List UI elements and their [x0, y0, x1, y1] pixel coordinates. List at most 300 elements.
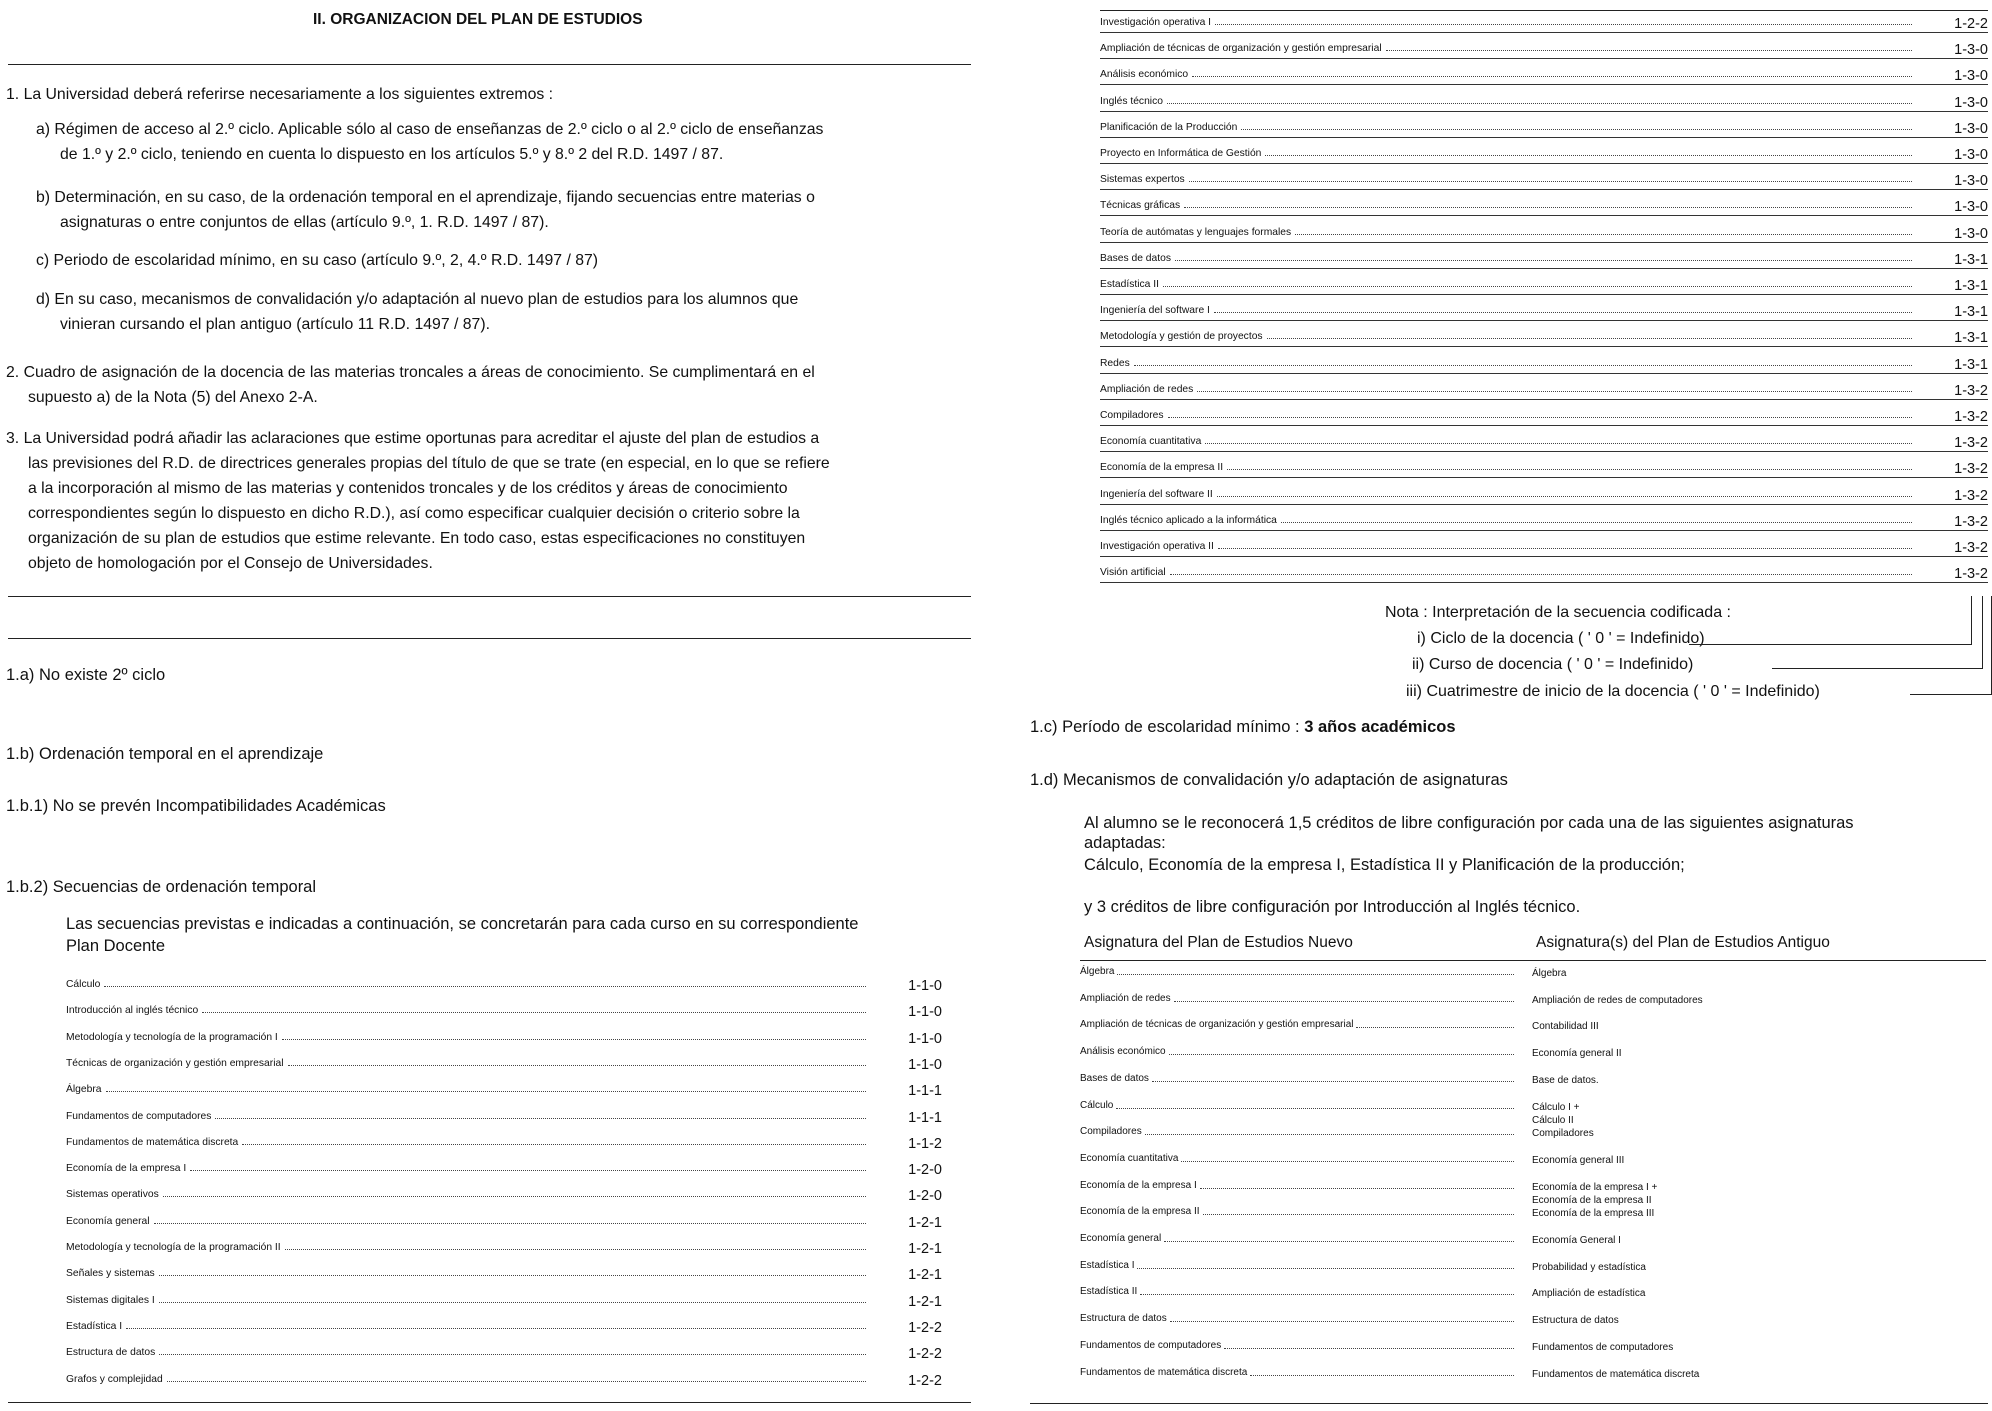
sequence-code: 1-1-0 — [908, 1030, 942, 1047]
dot-leader — [1181, 1160, 1514, 1162]
sequence-row — [66, 1029, 872, 1043]
subject-name: Fundamentos de computadores — [66, 1110, 212, 1122]
divider — [1100, 10, 1988, 11]
row-rule — [1100, 556, 1988, 557]
item-2-line1: 2. Cuadro de asignación de la docencia de las materias troncales a áreas de conocimiento. Se cumplimentará en el — [6, 364, 815, 381]
sequence-row — [66, 1002, 872, 1016]
item-1: 1. La Universidad deberá referirse necesariamente a los siguientes extremos : — [6, 86, 554, 103]
sequence-row — [66, 1239, 872, 1253]
sequence-code: 1-1-2 — [908, 1135, 942, 1152]
sequence-code: 1-3-0 — [1954, 199, 1988, 216]
nota-i: i) Ciclo de la docencia ( ' 0 ' = Indefinido) — [1417, 630, 1705, 647]
dot-leader — [1265, 154, 1912, 156]
sequence-row — [66, 1292, 872, 1306]
table-cell-new-subject — [1080, 1019, 1520, 1030]
new-subject-name: Ampliación de redes — [1080, 992, 1171, 1004]
sequence-code: 1-2-2 — [908, 1372, 942, 1389]
dot-leader — [285, 1248, 866, 1250]
subject-name: Economía general — [66, 1215, 150, 1227]
sequence-code: 1-2-2 — [908, 1319, 942, 1336]
item-1c: c) Periodo de escolaridad mínimo, en su caso (artículo 9.º, 2, 4.º R.D. 1497 / 87) — [36, 252, 599, 269]
subject-name: Compiladores — [1100, 410, 1164, 421]
sequence-code: 1-3-2 — [1954, 461, 1988, 478]
old-subject-name: Contabilidad III — [1532, 1021, 1599, 1033]
sequence-row — [1100, 355, 1918, 369]
item-1d-line2: vinieran cursando el plan antiguo (artículo 11 R.D. 1497 / 87). — [60, 316, 490, 333]
old-subject-name: Cálculo II — [1532, 1114, 1574, 1126]
section-1b2: 1.b.2) Secuencias de ordenación temporal — [6, 878, 317, 896]
item-1b-line1: b) Determinación, en su caso, de la ordenación temporal en el aprendizaje, fijando secuencias entre materias o — [36, 189, 815, 206]
subject-name: Economía cuantitativa — [1100, 436, 1202, 448]
new-subject-name: Análisis económico — [1080, 1046, 1166, 1058]
subject-name: Estadística II — [1100, 279, 1159, 290]
dot-leader — [1386, 49, 1912, 51]
sequence-row — [1100, 40, 1918, 54]
subject-name: Investigación operativa II — [1100, 541, 1214, 552]
section-1b2-text-line2: Plan Docente — [66, 937, 166, 955]
subject-name: Ampliación de redes — [1100, 383, 1194, 395]
dot-leader — [1267, 337, 1912, 339]
section-1d-text-line4: y 3 créditos de libre configuración por Introducción al Inglés técnico. — [1084, 898, 1581, 916]
subject-name: Inglés técnico — [1100, 95, 1163, 107]
dot-leader — [1197, 390, 1912, 392]
subject-name: Álgebra — [66, 1084, 102, 1096]
sequence-row — [66, 1081, 872, 1095]
dot-leader — [1250, 1374, 1514, 1376]
dot-leader — [282, 1038, 866, 1040]
old-subject-name: Estructura de datos — [1532, 1315, 1619, 1327]
subject-name: Ingeniería del software I — [1100, 305, 1210, 317]
new-subject-name: Economía cuantitativa — [1080, 1152, 1179, 1164]
subject-name: Estadística I — [66, 1320, 123, 1332]
dot-leader — [1174, 1000, 1514, 1002]
divider — [1030, 1403, 1988, 1404]
sequence-list-left — [66, 976, 942, 1396]
divider — [8, 64, 971, 65]
dot-leader — [1218, 547, 1912, 549]
dot-leader — [1192, 75, 1912, 77]
subject-name: Técnicas de organización y gestión empresarial — [66, 1057, 284, 1069]
row-rule — [1100, 451, 1988, 452]
old-subject-name: Álgebra — [1532, 968, 1567, 979]
sequence-row — [66, 1213, 872, 1227]
row-rule — [1100, 32, 1988, 33]
divider — [8, 638, 971, 639]
old-subject-name: Economía de la empresa I + — [1532, 1181, 1658, 1193]
subject-name: Economía de la empresa II — [1100, 462, 1224, 474]
new-subject-name: Estadística I — [1080, 1259, 1135, 1271]
dot-leader — [1184, 206, 1912, 208]
table-cell-old-subject — [1532, 1101, 1580, 1127]
sequence-code: 1-2-2 — [908, 1346, 942, 1363]
row-rule — [1100, 242, 1988, 243]
table-cell-old-subject — [1532, 1234, 1621, 1247]
subject-name: Redes — [1100, 357, 1130, 369]
new-subject-name: Cálculo — [1080, 1099, 1114, 1111]
sequence-row — [66, 1371, 872, 1385]
dot-leader — [154, 1222, 866, 1224]
sequence-code: 1-2-1 — [908, 1293, 942, 1310]
sequence-row — [1100, 407, 1918, 421]
sequence-row — [1100, 381, 1918, 395]
dot-leader — [1164, 1240, 1514, 1242]
dot-leader — [1200, 1187, 1514, 1189]
section-1d: 1.d) Mecanismos de convalidación y/o adaptación de asignaturas — [1030, 771, 1508, 789]
section-1d-text-line1: Al alumno se le reconocerá 1,5 créditos de libre configuración por cada una de las siguientes asignaturas — [1084, 814, 1854, 832]
sequence-code: 1-3-2 — [1954, 487, 1988, 504]
row-rule — [1100, 189, 1988, 190]
subject-name: Bases de datos — [1100, 252, 1171, 264]
table-cell-old-subject — [1532, 1287, 1645, 1300]
subject-name: Economía de la empresa I — [66, 1163, 187, 1175]
row-rule — [1100, 530, 1988, 531]
row-rule — [1100, 137, 1988, 138]
subject-name: Teoría de autómatas y lenguajes formales — [1100, 226, 1292, 238]
table-cell-new-subject — [1080, 966, 1520, 977]
dot-leader — [1175, 259, 1912, 261]
new-subject-name: Economía general — [1080, 1233, 1162, 1244]
sequence-code: 1-3-0 — [1954, 42, 1988, 59]
sequence-row — [66, 1265, 872, 1279]
sequence-code: 1-1-1 — [908, 1083, 942, 1100]
table-cell-old-subject — [1532, 1181, 1657, 1207]
dot-leader — [1137, 1267, 1514, 1269]
divider — [8, 1402, 971, 1403]
subject-name: Estructura de datos — [66, 1347, 156, 1359]
nota-bracket-iii — [1910, 596, 1992, 695]
dot-leader — [202, 1011, 866, 1013]
item-3-line1: 3. La Universidad podrá añadir las aclaraciones que estime oportunas para acreditar el ajuste del plan de estudios a — [6, 430, 820, 447]
table-cell-new-subject — [1080, 1340, 1520, 1351]
dot-leader — [1169, 1053, 1514, 1055]
table-cell-old-subject — [1532, 1154, 1624, 1167]
table-cell-old-subject — [1532, 1074, 1599, 1087]
subject-name: Planificación de la Producción — [1100, 121, 1238, 133]
item-1a-line2: de 1.º y 2.º ciclo, teniendo en cuenta lo dispuesto en los artículos 5.º y 8.º 2 del R.D. 1497 / 87. — [60, 146, 724, 163]
subject-name: Ampliación de técnicas de organización y gestión empresarial — [1100, 43, 1382, 55]
sequence-code: 1-2-2 — [1954, 16, 1988, 32]
row-rule — [1100, 58, 1988, 59]
dot-leader — [167, 1380, 866, 1382]
dot-leader — [1116, 1107, 1514, 1109]
dot-leader — [1152, 1080, 1514, 1082]
divider — [8, 596, 971, 597]
sequence-code: 1-2-1 — [908, 1267, 942, 1284]
item-3-line3: a la incorporación al mismo de las materias y contenidos troncales y de los créditos y áreas de conocimiento — [28, 480, 788, 497]
item-1b-line2: asignaturas o entre conjuntos de ellas (artículo 9.º, 1. R.D. 1497 / 87). — [60, 214, 549, 231]
table-cell-old-subject — [1532, 967, 1566, 980]
table-cell-new-subject — [1080, 993, 1520, 1004]
new-subject-name: Fundamentos de computadores — [1080, 1339, 1222, 1351]
dot-leader — [106, 1090, 867, 1092]
new-subject-name: Economía de la empresa I — [1080, 1179, 1197, 1191]
table-header-rule — [1080, 960, 1986, 961]
dot-leader — [1140, 1293, 1514, 1295]
new-subject-name: Compiladores — [1080, 1126, 1142, 1138]
sequence-code: 1-3-0 — [1954, 225, 1988, 242]
dot-leader — [1215, 23, 1912, 25]
sequence-row — [1100, 145, 1918, 159]
sequence-code: 1-1-0 — [908, 978, 942, 994]
row-rule — [1100, 399, 1988, 400]
dot-leader — [1241, 128, 1912, 130]
sequence-row — [1100, 486, 1918, 500]
sequence-code: 1-3-1 — [1954, 304, 1988, 321]
dot-leader — [1203, 1213, 1514, 1215]
old-subject-name: Economía General I — [1532, 1235, 1621, 1246]
table-cell-new-subject — [1080, 1073, 1520, 1084]
row-rule — [1100, 373, 1988, 374]
dot-leader — [1214, 311, 1912, 313]
subject-name: Metodología y tecnología de la programación II — [66, 1242, 281, 1253]
old-subject-name: Base de datos. — [1532, 1074, 1599, 1086]
sequence-row — [1100, 302, 1918, 316]
sequence-row — [66, 1344, 872, 1358]
table-cell-new-subject — [1080, 1100, 1520, 1111]
table-header-new: Asignatura del Plan de Estudios Nuevo — [1084, 934, 1353, 951]
table-cell-new-subject — [1080, 1046, 1520, 1057]
dot-leader — [1205, 442, 1912, 444]
sequence-row — [1100, 197, 1918, 211]
sequence-code: 1-1-0 — [908, 1004, 942, 1021]
table-cell-new-subject — [1080, 1180, 1520, 1191]
item-3-line2: las previsiones del R.D. de directrices generales propias del título de que se trate (en especial, en lo que se refiere — [28, 455, 830, 472]
sequence-row — [66, 1108, 872, 1122]
sequence-row — [1100, 459, 1918, 473]
subject-name: Metodología y tecnología de la programación I — [66, 1031, 278, 1043]
sequence-row — [1100, 224, 1918, 238]
sequence-code: 1-2-1 — [908, 1241, 942, 1257]
dot-leader — [1163, 285, 1912, 287]
sequence-code: 1-3-1 — [1954, 356, 1988, 373]
sequence-code: 1-3-2 — [1954, 566, 1988, 583]
dot-leader — [104, 985, 866, 987]
sequence-row — [1100, 93, 1918, 107]
sequence-row — [1100, 66, 1918, 80]
sequence-code: 1-2-1 — [908, 1214, 942, 1231]
row-rule — [1100, 320, 1988, 321]
new-subject-name: Estadística II — [1080, 1286, 1138, 1298]
subject-name: Fundamentos de matemática discreta — [66, 1136, 239, 1148]
table-cell-new-subject — [1080, 1233, 1520, 1244]
sequence-code: 1-1-0 — [908, 1056, 942, 1073]
table-cell-old-subject — [1532, 1207, 1654, 1220]
old-subject-name: Economía de la empresa III — [1532, 1208, 1655, 1220]
new-subject-name: Álgebra — [1080, 966, 1115, 977]
item-1d-line1: d) En su caso, mecanismos de convalidación y/o adaptación al nuevo plan de estudios para los alumnos que — [36, 291, 799, 308]
sequence-row — [66, 1134, 872, 1148]
old-subject-name: Economía general II — [1532, 1048, 1622, 1060]
table-header-old: Asignatura(s) del Plan de Estudios Antiguo — [1536, 934, 1830, 951]
item-3-line4: correspondientes según lo dispuesto en dicho R.D.), así como especificar cualquier decisión o criterio sobre la — [28, 505, 800, 522]
dot-leader — [1281, 521, 1912, 523]
section-1c — [1030, 718, 1456, 737]
subject-name: Proyecto en Informática de Gestión — [1100, 148, 1262, 159]
sequence-row — [1100, 14, 1918, 28]
row-rule — [1100, 163, 1988, 164]
dot-leader — [1189, 180, 1912, 182]
table-cell-old-subject — [1532, 1261, 1646, 1274]
subject-name: Visión artificial — [1100, 567, 1166, 579]
sequence-code: 1-3-2 — [1954, 382, 1988, 399]
table-cell-old-subject — [1532, 994, 1703, 1007]
sequence-row — [1100, 433, 1918, 447]
subject-name: Sistemas expertos — [1100, 174, 1185, 186]
section-1d-text-line2: adaptadas: — [1084, 834, 1166, 852]
dot-leader — [126, 1327, 866, 1329]
table-cell-new-subject — [1080, 1206, 1520, 1217]
item-2-line2: supuesto a) de la Nota (5) del Anexo 2-A. — [28, 389, 318, 406]
dot-leader — [1170, 1320, 1514, 1322]
sequence-code: 1-3-1 — [1954, 251, 1988, 268]
dot-leader — [1145, 1133, 1514, 1135]
table-cell-old-subject — [1532, 1314, 1619, 1327]
sequence-row — [1100, 512, 1918, 526]
row-rule — [1100, 425, 1988, 426]
dot-leader — [1170, 573, 1912, 575]
new-subject-name: Economía de la empresa II — [1080, 1206, 1200, 1218]
nota-title: Nota : Interpretación de la secuencia codificada : — [1385, 604, 1731, 621]
dot-leader — [190, 1169, 866, 1171]
dot-leader — [159, 1301, 866, 1303]
sequence-row — [1100, 119, 1918, 133]
sequence-code: 1-3-0 — [1954, 147, 1988, 163]
dot-leader — [159, 1353, 866, 1355]
sequence-row — [1100, 564, 1918, 578]
sequence-row — [66, 976, 872, 990]
sequence-code: 1-3-0 — [1954, 68, 1988, 85]
subject-name: Inglés técnico aplicado a la informática — [1100, 514, 1277, 526]
dot-leader — [1356, 1026, 1514, 1028]
sequence-code: 1-2-0 — [908, 1188, 942, 1205]
subject-name: Investigación operativa I — [1100, 17, 1212, 28]
new-subject-name: Estructura de datos — [1080, 1313, 1167, 1325]
new-subject-name: Bases de datos — [1080, 1072, 1149, 1084]
section-1b2-text-line1: Las secuencias previstas e indicadas a continuación, se concretarán para cada curso en su correspondiente — [66, 915, 859, 933]
old-subject-name: Fundamentos de matemática discreta — [1532, 1368, 1700, 1380]
section-1b: 1.b) Ordenación temporal en el aprendizaje — [6, 745, 324, 763]
table-cell-new-subject — [1080, 1126, 1520, 1137]
sequence-code: 1-3-0 — [1954, 94, 1988, 111]
sequence-code: 1-3-2 — [1954, 409, 1988, 425]
row-rule — [1100, 582, 1988, 583]
sequence-code: 1-3-2 — [1954, 435, 1988, 452]
sequence-row — [66, 1160, 872, 1174]
item-3-line5: organización de su plan de estudios que estime relevante. En todo caso, estas especificaciones no constituyen — [28, 530, 806, 547]
dot-leader — [1167, 102, 1912, 104]
sequence-code: 1-3-2 — [1954, 540, 1988, 556]
row-rule — [1100, 215, 1988, 216]
subject-name: Grafos y complejidad — [66, 1373, 163, 1385]
section-1c-label: 1.c) Período de escolaridad mínimo : — [1030, 718, 1305, 736]
row-rule — [1100, 268, 1988, 269]
old-subject-name: Compiladores — [1532, 1128, 1594, 1140]
subject-name: Introducción al inglés técnico — [66, 1005, 199, 1017]
dot-leader — [1168, 416, 1912, 418]
old-subject-name: Fundamentos de computadores — [1532, 1341, 1674, 1353]
old-subject-name: Economía de la empresa II — [1532, 1194, 1652, 1206]
table-cell-new-subject — [1080, 1286, 1520, 1297]
nota-iii: iii) Cuatrimestre de inicio de la docencia ( ' 0 ' = Indefinido) — [1406, 683, 1820, 700]
table-cell-new-subject — [1080, 1367, 1520, 1378]
table-cell-old-subject — [1532, 1341, 1673, 1354]
dot-leader — [1217, 495, 1912, 497]
row-rule — [1100, 84, 1988, 85]
nota-ii: ii) Curso de docencia ( ' 0 ' = Indefinido) — [1412, 656, 1694, 673]
old-subject-name: Economía general III — [1532, 1154, 1625, 1166]
sequence-code: 1-3-2 — [1954, 513, 1988, 530]
table-cell-old-subject — [1532, 1020, 1599, 1033]
item-1a-line1: a) Régimen de acceso al 2.º ciclo. Aplicable sólo al caso de enseñanzas de 2.º ciclo o al 2.º ciclo de enseñanzas — [36, 121, 824, 138]
sequence-row — [1100, 328, 1918, 342]
table-cell-new-subject — [1080, 1313, 1520, 1324]
sequence-code: 1-2-0 — [908, 1162, 942, 1179]
item-3-line6: objeto de homologación por el Consejo de Universidades. — [28, 555, 433, 572]
subject-name: Señales y sistemas — [66, 1268, 155, 1280]
row-rule — [1100, 504, 1988, 505]
dot-leader — [1224, 1347, 1514, 1349]
dot-leader — [1295, 233, 1912, 235]
table-cell-old-subject — [1532, 1047, 1622, 1060]
dot-leader — [159, 1274, 866, 1276]
sequence-row — [1100, 538, 1918, 552]
row-rule — [1100, 111, 1988, 112]
sequence-row — [66, 1318, 872, 1332]
table-cell-new-subject — [1080, 1153, 1520, 1164]
subject-name: Técnicas gráficas — [1100, 200, 1181, 212]
dot-leader — [242, 1143, 866, 1145]
dot-leader — [1117, 973, 1514, 975]
new-subject-name: Ampliación de técnicas de organización y gestión empresarial — [1080, 1019, 1354, 1031]
subject-name: Sistemas operativos — [66, 1189, 159, 1201]
old-subject-name: Ampliación de estadística — [1532, 1288, 1646, 1300]
section-1a: 1.a) No existe 2º ciclo — [6, 666, 166, 684]
dot-leader — [288, 1064, 867, 1066]
sequence-row — [1100, 276, 1918, 290]
table-cell-old-subject — [1532, 1127, 1594, 1140]
dot-leader — [1134, 364, 1912, 366]
row-rule — [1100, 477, 1988, 478]
section-1d-text-line3: Cálculo, Economía de la empresa I, Estadística II y Planificación de la producción; — [1084, 856, 1685, 874]
subject-name: Metodología y gestión de proyectos — [1100, 331, 1263, 343]
row-rule — [1100, 294, 1988, 295]
adaptation-table — [1080, 966, 1986, 1402]
sequence-row — [1100, 171, 1918, 185]
dot-leader — [163, 1195, 866, 1197]
old-subject-name: Cálculo I + — [1532, 1101, 1580, 1113]
subject-name: Ingeniería del software II — [1100, 488, 1213, 500]
sequence-row — [1100, 250, 1918, 264]
sequence-row — [66, 1055, 872, 1069]
table-cell-new-subject — [1080, 1260, 1520, 1271]
page-title: II. ORGANIZACION DEL PLAN DE ESTUDIOS — [313, 11, 643, 28]
sequence-code: 1-3-1 — [1954, 330, 1988, 347]
sequence-row — [66, 1186, 872, 1200]
dot-leader — [1227, 468, 1912, 470]
dot-leader — [215, 1117, 866, 1119]
old-subject-name: Ampliación de redes de computadores — [1532, 994, 1703, 1006]
section-1b1: 1.b.1) No se prevén Incompatibilidades Académicas — [6, 797, 386, 815]
subject-name: Sistemas digitales I — [66, 1294, 155, 1306]
sequence-code: 1-3-0 — [1954, 120, 1988, 137]
section-1c-value: 3 años académicos — [1304, 718, 1456, 736]
subject-name: Análisis económico — [1100, 69, 1189, 81]
subject-name: Cálculo — [66, 979, 101, 990]
sequence-list-right — [1100, 14, 1988, 584]
old-subject-name: Probabilidad y estadística — [1532, 1261, 1646, 1273]
sequence-code: 1-3-1 — [1954, 278, 1988, 294]
new-subject-name: Fundamentos de matemática discreta — [1080, 1366, 1248, 1378]
